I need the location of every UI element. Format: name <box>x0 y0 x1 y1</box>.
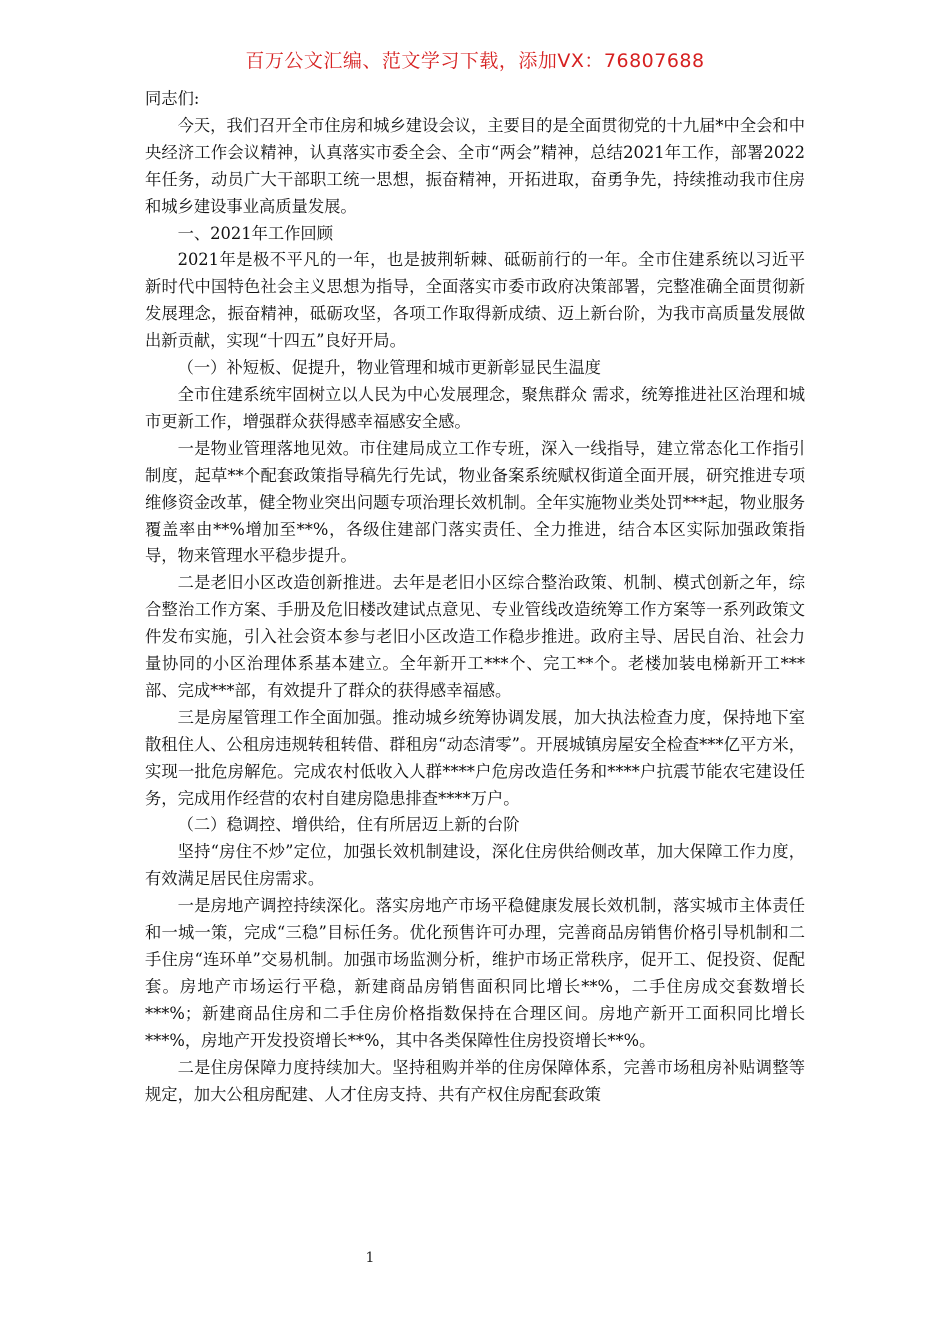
salutation: 同志们: <box>145 89 200 108</box>
paragraph: 三是房屋管理工作全面加强。推动城乡统筹协调发展，加大执法检查力度，保持地下室散租住人、公租房违规转租转借、群租房“动态清零”。开展城镇房屋安全检查***亿平方米，实现一批危房解危。完成农村低收入人群****户危房改造任务和****户抗震节能农宅建设任务，完成用作经营的农村自建房隐患排查****万户。 <box>145 707 805 808</box>
paragraph: 坚持“房住不炒”定位，加强长效机制建设，深化住房供给侧改革，加大保障工作力度，有效满足居民住房需求。 <box>145 842 805 889</box>
section-heading-1: 一、2021年工作回顾 <box>177 223 333 243</box>
paragraph: 2021年是极不平凡的一年，也是披荆斩棘、砥砺前行的一年。全市住建系统以习近平新时代中国特色社会主义思想为指导，全面落实市委市政府决策部署，完整准确全面贯彻新发展理念，振奋精神，砥砺攻坚，各项工作取得新成绩、迈上新台阶，为我市高质量发展做出新贡献，实现“十四五”良好开局。 <box>145 250 805 351</box>
subsection-heading-2: （二）稳调控、增供给，住有所居迈上新的台阶 <box>177 815 520 835</box>
paragraph: 一是物业管理落地见效。市住建局成立工作专班，深入一线指导，建立常态化工作指引制度，起草**个配套政策指导稿先行先试，物业备案系统赋权街道全面开展，研究推进专项维修资金改革，健全物业突出问题专项治理长效机制。全年实施物业类处罚***起，物业服务覆盖率由**%增加至**%，各级住建部门落实责任、全力推进，结合本区实际加强政策指导，物来管理水平稳步提升。 <box>145 438 805 566</box>
document-body <box>145 86 805 1108</box>
paragraph: 全市住建系统牢固树立以人民为中心发展理念，聚焦群众 需求，统筹推进社区治理和城市更新工作，增强群众获得感幸福感安全感。 <box>145 384 805 431</box>
paragraph: 一是房地产调控持续深化。落实房地产市场平稳健康发展长效机制，落实城市主体责任和一城一策，完成“三稳”目标任务。优化预售许可办理，完善商品房销售价格引导机制和二手住房“连环单”交易机制。加强市场监测分析，维护市场正常秩序，促开工、促投资、促配套。房地产市场运行平稳，新建商品房销售面积同比增长**%，二手住房成交套数增长***%；新建商品住房和二手住房价格指数保持在合理区间。房地产新开工面积同比增长***%，房地产开发投资增长**%，其中各类保障性住房投资增长**%。 <box>145 896 805 1050</box>
watermark-banner: 百万公文汇编、范文学习下载，添加VX：76807688 <box>245 50 705 72</box>
page-number: 1 <box>365 1250 375 1266</box>
paragraph-intro: 今天，我们召开全市住房和城乡建设会议，主要目的是全面贯彻党的十九届*中全会和中央经济工作会议精神，认真落实市委全会、全市“两会”精神，总结2021年工作，部署2022年任务，动员广大干部职工统一思想，振奋精神，开拓进取，奋勇争先，持续推动我市住房和城乡建设事业高质量发展。 <box>145 115 805 216</box>
paragraph: 二是老旧小区改造创新推进。去年是老旧小区综合整治政策、机制、模式创新之年，综合整治工作方案、手册及危旧楼改建试点意见、专业管线改造统筹工作方案等一系列政策文件发布实施，引入社会资本参与老旧小区改造工作稳步推进。政府主导、居民自治、社会力量协同的小区治理体系基本建立。全年新开工***个、完工**个。老楼加装电梯新开工***部、完成***部，有效提升了群众的获得感幸福感。 <box>145 573 805 700</box>
subsection-heading-1: （一）补短板、促提升，物业管理和城市更新彰显民生温度 <box>177 358 601 378</box>
paragraph: 二是住房保障力度持续加大。坚持租购并举的住房保障体系，完善市场租房补贴调整等规定，加大公租房配建、人才住房支持、共有产权住房配套政策 <box>145 1057 805 1104</box>
